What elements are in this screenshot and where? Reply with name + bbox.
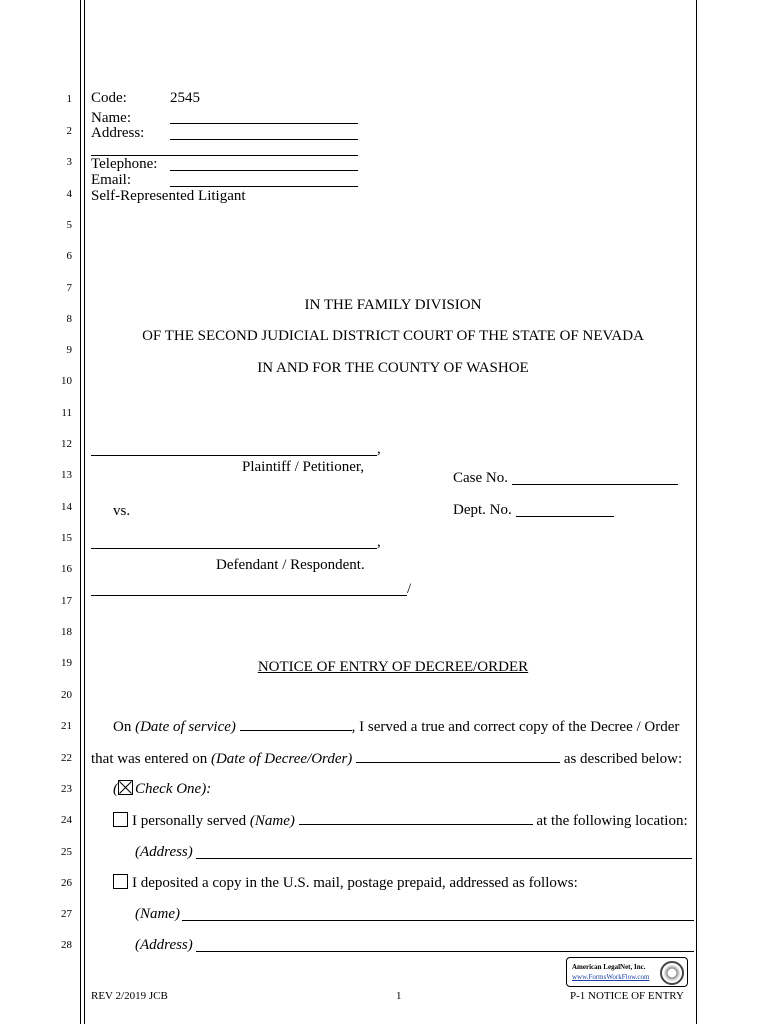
- footer-page-number: 1: [396, 990, 402, 1002]
- served-text: , I served a true and correct copy of the Decree / Order: [351, 719, 680, 735]
- line-number: 17: [61, 595, 72, 607]
- line-number: 10: [61, 375, 72, 387]
- left-margin-rule-outer: [80, 0, 81, 1024]
- dept-no-field[interactable]: [516, 516, 614, 517]
- address-label: Address:: [91, 125, 145, 141]
- code-value: 2545: [170, 90, 200, 106]
- logo-url-link[interactable]: www.FormsWorkFlow.com: [572, 973, 650, 981]
- mail-name-field[interactable]: [182, 920, 694, 921]
- mail-address-field[interactable]: [196, 951, 694, 952]
- email-label: Email:: [91, 172, 131, 188]
- served-name-field[interactable]: [299, 811, 533, 825]
- plaintiff-comma: ,: [377, 441, 381, 457]
- line-number: 20: [61, 689, 72, 701]
- line-number: 21: [61, 720, 72, 732]
- line-number: 23: [61, 783, 72, 795]
- option-personally-served: [113, 811, 688, 830]
- line-number: 7: [66, 282, 72, 294]
- body-line-21: [113, 717, 679, 736]
- check-one-line: [113, 780, 211, 798]
- footer-revision: REV 2/2019 JCB: [91, 990, 168, 1002]
- line-number: 11: [61, 407, 72, 419]
- line-number: 22: [61, 752, 72, 764]
- case-no-field[interactable]: [512, 484, 678, 485]
- served-name-label: (Name): [249, 813, 295, 829]
- vs-label: vs.: [113, 503, 131, 519]
- right-margin-rule: [696, 0, 697, 1024]
- line-number: 25: [61, 846, 72, 858]
- name-field[interactable]: [170, 123, 358, 124]
- date-of-service-field[interactable]: [240, 717, 352, 731]
- line-number: 3: [66, 156, 72, 168]
- case-no-label: Case No.: [453, 470, 508, 486]
- defendant-comma: ,: [377, 534, 381, 550]
- served-address-field[interactable]: [196, 858, 692, 859]
- personally-served-checkbox[interactable]: [113, 812, 128, 827]
- name-label: Name:: [91, 110, 131, 126]
- line-number: 26: [61, 877, 72, 889]
- mail-address-label: (Address): [135, 937, 193, 953]
- check-one-paren: (: [113, 781, 118, 797]
- line-number: 18: [61, 626, 72, 638]
- footer-document-name: P-1 NOTICE OF ENTRY: [570, 990, 684, 1002]
- line-number: 8: [66, 313, 72, 325]
- telephone-field[interactable]: [170, 170, 358, 171]
- plaintiff-label: Plaintiff / Petitioner,: [242, 459, 365, 475]
- seal-icon: [660, 961, 684, 985]
- date-of-service-label: (Date of service): [135, 719, 236, 735]
- following-location-text: at the following location:: [536, 813, 688, 829]
- code-label: Code:: [91, 90, 127, 106]
- line-number: 5: [66, 219, 72, 231]
- line-number: 2: [66, 125, 72, 137]
- checked-box-icon: [118, 780, 133, 795]
- court-heading-line2: OF THE SECOND JUDICIAL DISTRICT COURT OF THE STATE OF NEVADA: [142, 328, 644, 344]
- telephone-label: Telephone:: [91, 156, 158, 172]
- line-number: 16: [61, 563, 72, 575]
- line-number: 9: [66, 344, 72, 356]
- caption-closing-line: [91, 595, 407, 596]
- document-title: NOTICE OF ENTRY OF DECREE/ORDER: [257, 659, 529, 675]
- line-number: 6: [66, 250, 72, 262]
- logo-title: American LegalNet, Inc.: [572, 963, 646, 971]
- line-number: 13: [61, 469, 72, 481]
- plaintiff-name-field[interactable]: [91, 455, 377, 456]
- litigant-label: Self-Represented Litigant: [91, 188, 246, 204]
- mailed-checkbox[interactable]: [113, 874, 128, 889]
- described-below-text: as described below:: [563, 751, 683, 767]
- on-text: On: [113, 719, 132, 735]
- defendant-label: Defendant / Respondent.: [216, 557, 365, 573]
- line-number: 28: [61, 939, 72, 951]
- mailed-text: I deposited a copy in the U.S. mail, postage prepaid, addressed as follows:: [132, 875, 578, 891]
- dept-no-label: Dept. No.: [453, 502, 512, 518]
- caption-slash: /: [407, 581, 412, 597]
- served-address-label: (Address): [135, 844, 193, 860]
- address-field-line1[interactable]: [170, 139, 358, 140]
- court-heading-line3: IN AND FOR THE COUNTY OF WASHOE: [257, 360, 529, 376]
- line-number: 12: [61, 438, 72, 450]
- line-number: 24: [61, 814, 72, 826]
- entered-on-text: that was entered on: [91, 751, 208, 767]
- legalnet-logo: [566, 957, 688, 987]
- mail-name-label: (Name): [135, 906, 180, 922]
- line-number: 15: [61, 532, 72, 544]
- date-of-decree-field[interactable]: [356, 749, 560, 763]
- line-number: 1: [66, 93, 72, 105]
- body-line-22: [91, 749, 682, 768]
- line-number: 14: [61, 501, 72, 513]
- left-margin-rule-inner: [84, 0, 85, 1024]
- personally-served-text: I personally served: [132, 813, 247, 829]
- check-one-label: Check One):: [135, 781, 212, 797]
- line-number: 4: [66, 188, 72, 200]
- line-number: 27: [61, 908, 72, 920]
- date-of-decree-label: (Date of Decree/Order): [210, 751, 353, 767]
- line-number: 19: [61, 657, 72, 669]
- defendant-name-field[interactable]: [91, 548, 377, 549]
- court-heading-line1: IN THE FAMILY DIVISION: [304, 297, 482, 313]
- option-mailed: [113, 874, 578, 892]
